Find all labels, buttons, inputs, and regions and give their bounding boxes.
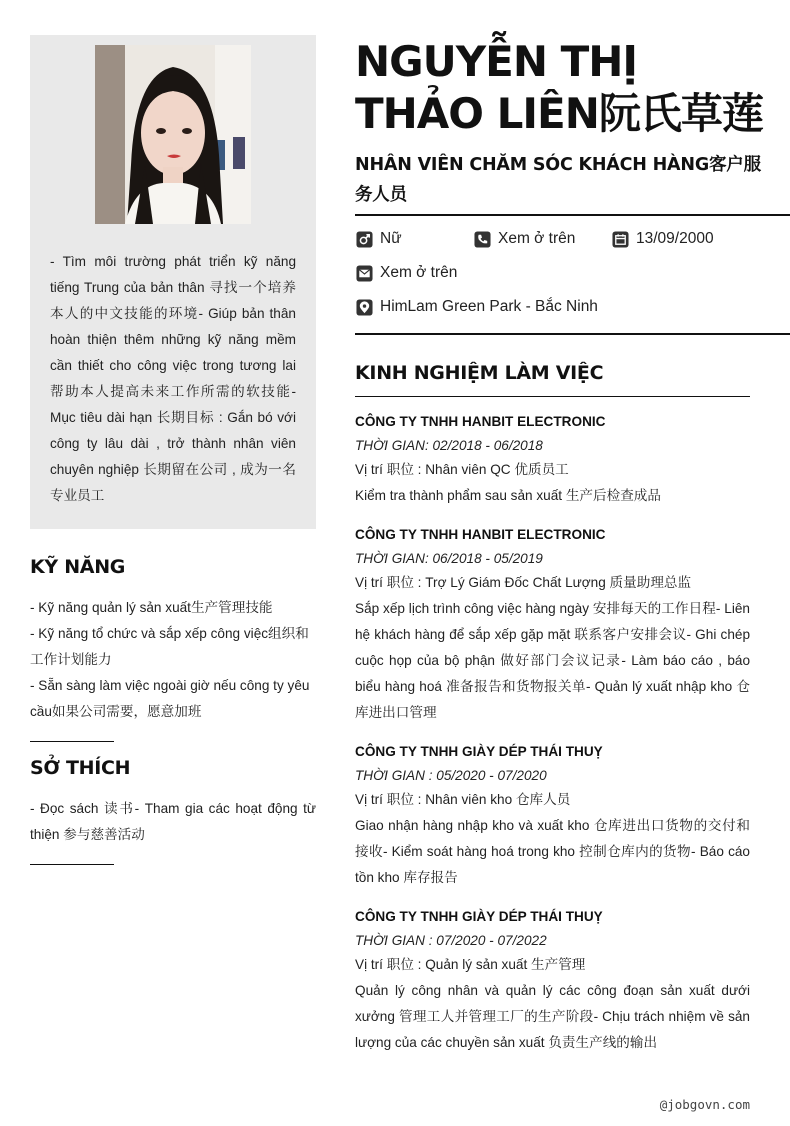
contact-divider — [355, 333, 790, 335]
job-time: THỜI GIAN : 07/2020 - 07/2022 — [355, 933, 547, 948]
profile-photo — [95, 45, 251, 224]
email-icon — [356, 265, 373, 282]
skills-list — [30, 595, 316, 725]
header-divider — [355, 214, 790, 216]
job-description: Sắp xếp lịch trình công việc hàng ngày 安排每天的工作日程- Liên hệ khách hàng để sắp xếp gặp mặt 联系客户安排会议- Ghi chép cuộc họp của bộ phận 做好部门会议记录- Làm báo cáo , báo biểu hàng hoá 准备报告和货物报关单- Quản lý xuất nhập kho 仓库进出口管理 — [355, 601, 750, 720]
address-value: HimLam Green Park - Bắc Ninh — [380, 298, 598, 315]
profile-sidebar — [30, 35, 316, 529]
job-entry — [355, 740, 750, 891]
address-info — [356, 295, 598, 319]
job-company: CÔNG TY TNHH HANBIT ELECTRONIC — [355, 414, 606, 429]
email-value: Xem ở trên — [380, 264, 458, 281]
location-icon — [356, 299, 373, 316]
job-time: THỜI GIAN: 06/2018 - 05/2019 — [355, 551, 543, 566]
job-company: CÔNG TY TNHH GIÀY DÉP THÁI THUỴ — [355, 909, 603, 924]
skill-item: - Sẵn sàng làm việc ngoài giờ nếu công ty yêu cầu如果公司需要，愿意加班 — [30, 678, 310, 719]
hobbies-heading: SỞ THÍCH — [30, 757, 131, 779]
job-company: CÔNG TY TNHH HANBIT ELECTRONIC — [355, 527, 606, 542]
portrait-image — [95, 45, 251, 224]
experience-divider — [355, 396, 750, 397]
phone-icon — [474, 231, 491, 248]
skills-heading: KỸ NĂNG — [30, 556, 126, 578]
skills-divider — [30, 741, 114, 742]
job-entry — [355, 905, 750, 1056]
birthday-info — [612, 227, 714, 251]
birthday-value: 13/09/2000 — [636, 230, 714, 247]
job-entry — [355, 410, 750, 509]
job-position: Vị trí 职位 : Quản lý sản xuất 生产管理 — [355, 957, 586, 972]
calendar-icon — [612, 231, 629, 248]
job-description: Giao nhận hàng nhập kho và xuất kho 仓库进出口货物的交付和接收- Kiểm soát hàng hoá trong kho 控制仓库内的货物- Báo cáo tồn kho 库存报告 — [355, 818, 750, 885]
email-info — [356, 261, 457, 285]
skill-item: - Kỹ năng tổ chức và sắp xếp công việc组织和工作计划能力 — [30, 626, 309, 667]
footer-watermark: @jobgovn.com — [659, 1097, 750, 1112]
job-company: CÔNG TY TNHH GIÀY DÉP THÁI THUỴ — [355, 744, 603, 759]
gender-icon — [356, 231, 373, 248]
hobbies-text: - Đọc sách 读书- Tham gia các hoạt động từ thiện 参与慈善活动 — [30, 801, 316, 842]
job-time: THỜI GIAN: 02/2018 - 06/2018 — [355, 438, 543, 453]
job-position: Vị trí 职位 : Nhân viên QC 优质员工 — [355, 462, 569, 477]
gender-value: Nữ — [380, 230, 402, 247]
job-entry — [355, 523, 750, 726]
phone-info — [474, 227, 575, 251]
experience-heading: KINH NGHIỆM LÀM VIỆC — [355, 362, 604, 384]
skill-item: - Kỹ năng quản lý sản xuất生产管理技能 — [30, 600, 273, 615]
gender-info — [356, 227, 402, 251]
hobbies-divider — [30, 864, 114, 865]
job-title: NHÂN VIÊN CHĂM SÓC KHÁCH HÀNG客户服务人员 — [355, 155, 761, 205]
job-time: THỜI GIAN : 05/2020 - 07/2020 — [355, 768, 547, 783]
phone-value: Xem ở trên — [498, 230, 576, 247]
job-position: Vị trí 职位 : Nhân viên kho 仓库人员 — [355, 792, 571, 807]
job-description: Kiểm tra thành phẩm sau sản xuất 生产后检查成品 — [355, 488, 661, 503]
career-objective: - Tìm môi trường phát triển kỹ năng tiếng Trung của bản thân 寻找一个培养本人的中文技能的环境- Giúp bản thân hoàn thiện thêm những kỹ năng mềm cần thiết cho công việc trong tương lai 帮助本人提高未来工作所需的软技能- Mục tiêu dài hạn 长期目标 : Gắn bó với công ty lâu dài , trở thành nhân viên chuyên nghiệp 长期留在公司 , 成为一名专业员工 — [50, 254, 296, 503]
job-description: Quản lý công nhân và quản lý các công đoạn sản xuất dưới xưởng 管理工人并管理工厂的生产阶段- Chịu trách nhiệm về sản lượng của các chuyền sản xuất 负责生产线的输出 — [355, 983, 750, 1050]
job-position: Vị trí 职位 : Trợ Lý Giám Đốc Chất Lượng 质量助理总监 — [355, 575, 692, 590]
candidate-name: NGUYỄN THỊ THẢO LIÊN阮氏草莲 — [355, 37, 763, 138]
